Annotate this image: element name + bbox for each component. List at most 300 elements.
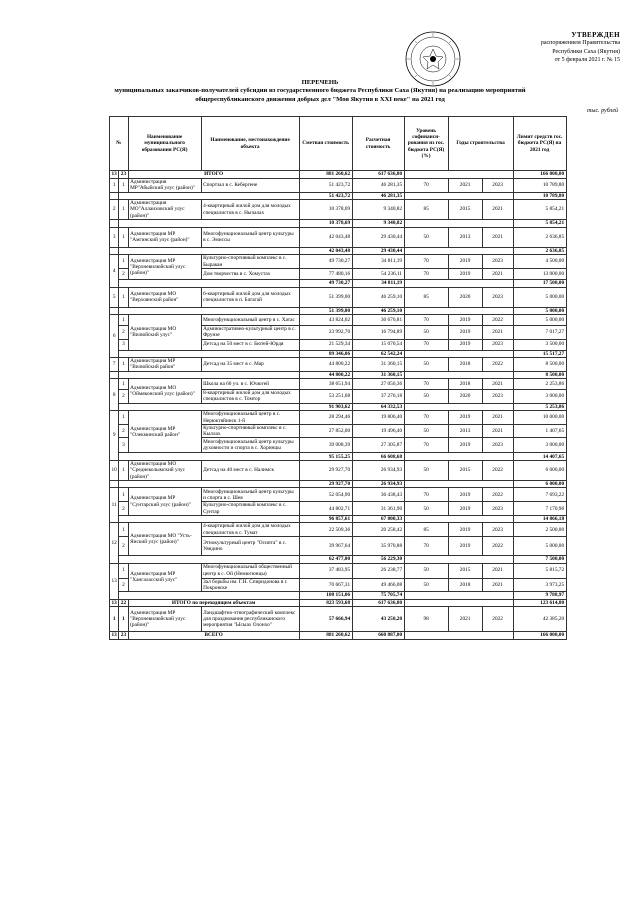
calculated-cost: 66 608,68 — [352, 453, 404, 461]
budget-limit: 42 385,20 — [513, 607, 566, 632]
calculated-cost: 30 676,81 — [352, 315, 404, 326]
estimated-cost: 10 378,69 — [299, 220, 352, 228]
cofinancing-percent: 50 — [404, 502, 448, 516]
units-note: тыс. рублей — [587, 108, 618, 114]
cofinancing-percent: 50 — [404, 326, 448, 340]
row-subnumber: 1 — [119, 460, 128, 480]
calculated-cost: 56 229,30 — [352, 556, 404, 564]
estimated-cost: 95 155,25 — [299, 453, 352, 461]
estimated-cost: 38 651,94 — [299, 379, 352, 390]
row-number: 3 — [110, 227, 119, 247]
estimated-cost: 39 967,64 — [299, 537, 352, 556]
calculated-cost: 29 430,44 — [352, 227, 404, 247]
cofinancing-percent: 70 — [404, 269, 448, 280]
municipality-name: Администрация МР "Верхневилюйский улус (район)" — [128, 607, 201, 632]
empty-cell — [119, 192, 299, 200]
empty-cell — [110, 371, 119, 379]
calculated-cost: 617 636,80 — [352, 171, 404, 179]
cofinancing-percent: 70 — [404, 488, 448, 502]
empty-cell — [404, 453, 513, 461]
empty-cell — [404, 556, 513, 564]
object-name: 8-квартирный жилой дом для молодых специалистов в с. Томтор — [201, 390, 299, 404]
budget-limit: 13 000,00 — [513, 269, 566, 280]
year-start: 2019 — [448, 523, 482, 537]
object-name: Многофункциональный центр культуры в с. Эмиссы — [201, 227, 299, 247]
cofinancing-percent: 85 — [404, 287, 448, 307]
calculated-cost: 27 305,87 — [352, 438, 404, 453]
cofinancing-percent: 70 — [404, 537, 448, 556]
empty-cell — [404, 515, 513, 523]
row-subnumber: 2 — [119, 424, 128, 438]
empty-cell — [404, 480, 513, 488]
table-row — [110, 488, 567, 502]
estimated-cost: 49 730,27 — [299, 255, 352, 269]
empty-cell — [404, 192, 513, 200]
cofinancing-percent: 50 — [404, 563, 448, 578]
subtotal-row — [110, 280, 567, 288]
estimated-cost: 51 399,00 — [299, 287, 352, 307]
cofinancing-percent: 70 — [404, 178, 448, 192]
cofinancing-percent: 98 — [404, 607, 448, 632]
budget-limit: 3 000,00 — [513, 438, 566, 453]
budget-limit: 8 500,00 — [513, 371, 566, 379]
year-end: 2021 — [482, 200, 513, 220]
estimated-cost: 43 824,02 — [299, 315, 352, 326]
budget-limit: 15 517,27 — [513, 350, 566, 358]
year-start: 2019 — [448, 339, 482, 350]
estimated-cost: 21 529,34 — [299, 339, 352, 350]
calculated-cost: 75 705,74 — [352, 592, 404, 600]
object-name: Спортзал в с. Кебергене — [201, 178, 299, 192]
row-number: 6 — [110, 315, 119, 358]
budget-limit: 7 693,22 — [513, 488, 566, 502]
calculated-cost: 46 259,10 — [352, 287, 404, 307]
municipality-name: Администрация МО "Среднеколымский улус (район)" — [128, 460, 201, 480]
cofinancing-percent: 50 — [404, 578, 448, 592]
row-number: 13 — [110, 563, 119, 599]
year-start: 2021 — [448, 178, 482, 192]
objects-table — [109, 116, 567, 640]
year-start: 2019 — [448, 411, 482, 425]
object-name: Многофункциональный центр культуры духовности и спорта в с. Хоринцы — [201, 438, 299, 453]
subtotal-row — [110, 515, 567, 523]
year-start: 2020 — [448, 390, 482, 404]
budget-limit: 9 788,97 — [513, 592, 566, 600]
calculated-cost: 31 360,15 — [352, 371, 404, 379]
empty-cell — [119, 556, 299, 564]
header-cell: Лимит средств гос. бюджета РС(Я) на 2021 год — [513, 117, 566, 171]
estimated-cost: 29 927,70 — [299, 460, 352, 480]
municipality-name: Администрация МР "Верхневилюйский улус (район)" — [128, 255, 201, 280]
budget-limit: 10 789,80 — [513, 192, 566, 200]
budget-limit: 5 854,21 — [513, 220, 566, 228]
budget-limit: 5 000,00 — [513, 307, 566, 315]
calculated-cost: 15 070,54 — [352, 339, 404, 350]
year-start: 2018 — [448, 358, 482, 372]
estimated-cost: 42 043,48 — [299, 227, 352, 247]
empty-cell — [119, 403, 299, 411]
budget-limit: 5 000,00 — [513, 537, 566, 556]
object-name: 6-квартирный жилой дом для молодых специалистов в п. Батагай — [201, 287, 299, 307]
budget-limit: 7 500,00 — [513, 556, 566, 564]
empty-cell — [119, 220, 299, 228]
budget-limit: 6 000,00 — [513, 480, 566, 488]
cofinancing-percent: 50 — [404, 390, 448, 404]
row-number: 1 — [110, 178, 119, 192]
subtotal-row — [110, 307, 567, 315]
budget-limit: 14 866,18 — [513, 515, 566, 523]
row-subnumber: 1 — [119, 607, 128, 632]
empty-cell — [119, 515, 299, 523]
header-cell: Сметная стоимость — [299, 117, 352, 171]
approval-title: УТВЕРЖДЕН — [571, 31, 620, 39]
calculated-cost: 9 340,82 — [352, 220, 404, 228]
year-end: 2022 — [482, 358, 513, 372]
object-name: Многофункциональный центр культуры и спорта в с. Шея — [201, 488, 299, 502]
year-end: 2023 — [482, 339, 513, 350]
year-end: 2023 — [482, 178, 513, 192]
estimated-cost: 823 593,68 — [299, 599, 352, 607]
row-number: 5 — [110, 287, 119, 307]
object-name: Детсад на 50 мест в с. Бютей-Юрдя — [201, 339, 299, 350]
empty-cell — [119, 307, 299, 315]
title-line: муниципальных заказчиков-получателей субсидии из государственного бюджета Республики Саха (Якутия) на реализацию мероприятий — [114, 87, 526, 95]
empty-cell — [110, 247, 119, 255]
year-start: 2019 — [448, 269, 482, 280]
cofinancing-percent: 50 — [404, 424, 448, 438]
estimated-cost: 91 903,62 — [299, 403, 352, 411]
table-row — [110, 523, 567, 537]
table-row — [110, 358, 567, 372]
estimated-cost: 44 800,22 — [299, 371, 352, 379]
calculated-cost: 37 276,18 — [352, 390, 404, 404]
budget-limit: 14 407,65 — [513, 453, 566, 461]
estimated-cost: 37 483,95 — [299, 563, 352, 578]
empty-cell — [110, 480, 119, 488]
year-start: 2021 — [448, 607, 482, 632]
total-row — [110, 599, 567, 607]
budget-limit: 4 500,00 — [513, 255, 566, 269]
year-start: 2019 — [448, 438, 482, 453]
estimated-cost: 22 509,36 — [299, 523, 352, 537]
row-subnumber: 1 — [119, 178, 128, 192]
header-cell: Наименование муниципального образования РС(Я) — [128, 117, 201, 171]
year-end: 2023 — [482, 390, 513, 404]
municipality-name: Администрация МО "Верхоянский район" — [128, 287, 201, 307]
budget-limit: 5 000,00 — [513, 315, 566, 326]
municipality-name: Администрация МР "Сунтарский улус (район)" — [128, 488, 201, 516]
year-end: 2023 — [482, 287, 513, 307]
estimated-cost: 108 151,06 — [299, 592, 352, 600]
empty-cell — [119, 480, 299, 488]
calculated-cost: 16 794,89 — [352, 326, 404, 340]
calculated-cost: 26 934,93 — [352, 480, 404, 488]
empty-cell — [404, 599, 513, 607]
empty-cell — [119, 592, 299, 600]
year-start: 2018 — [448, 379, 482, 390]
table-row — [110, 227, 567, 247]
budget-limit: 17 500,00 — [513, 280, 566, 288]
row-subnumber: 1 — [119, 523, 128, 537]
table-row — [110, 563, 567, 578]
budget-limit: 7 017,27 — [513, 326, 566, 340]
year-start: 2019 — [448, 315, 482, 326]
empty-cell — [404, 280, 513, 288]
budget-limit: 7 170,96 — [513, 502, 566, 516]
total-label: ВСЕГО — [128, 632, 299, 640]
year-end: 2022 — [482, 607, 513, 632]
row-subnumber: 3 — [119, 339, 128, 350]
calculated-cost: 19 496,40 — [352, 424, 404, 438]
row-subnumber: 2 — [119, 390, 128, 404]
row-subnumber: 2 — [119, 537, 128, 556]
empty-cell — [404, 350, 513, 358]
approval-line: Республики Саха (Якутия) — [552, 48, 620, 55]
table-row — [110, 315, 567, 326]
total-row — [110, 632, 567, 640]
approval-line: от 5 февраля 2021 г. № 15 — [554, 57, 620, 64]
municipality-name: Администрация МР "Вилюйский район" — [128, 358, 201, 372]
cofinancing-percent: 50 — [404, 227, 448, 247]
cofinancing-percent: 70 — [404, 315, 448, 326]
object-name: Культурно-спортивный комплекс в с. Быракан — [201, 255, 299, 269]
object-name: Административно-культурный центр в с. Фрунзе — [201, 326, 299, 340]
estimated-cost: 57 666,94 — [299, 607, 352, 632]
budget-limit: 5 815,72 — [513, 563, 566, 578]
estimated-cost: 28 294,46 — [299, 411, 352, 425]
estimated-cost: 23 992,70 — [299, 326, 352, 340]
calculated-cost: 54 236,11 — [352, 269, 404, 280]
estimated-cost: 44 800,22 — [299, 358, 352, 372]
budget-limit: 2 253,86 — [513, 379, 566, 390]
calculated-cost: 27 056,36 — [352, 379, 404, 390]
calculated-cost: 31 361,90 — [352, 502, 404, 516]
empty-cell — [119, 247, 299, 255]
year-end: 2021 — [482, 379, 513, 390]
approval-block — [470, 31, 620, 65]
calculated-cost: 20 258,42 — [352, 523, 404, 537]
year-end: 2023 — [482, 523, 513, 537]
municipality-name: Администрация МО "Оймяконский улус (район)" — [128, 379, 201, 404]
estimated-cost: 39 008,39 — [299, 438, 352, 453]
estimated-cost: 77 480,16 — [299, 269, 352, 280]
subtotal-row — [110, 480, 567, 488]
year-end: 2023 — [482, 502, 513, 516]
subtotal-row — [110, 350, 567, 358]
year-end: 2021 — [482, 563, 513, 578]
budget-limit: 1 407,65 — [513, 424, 566, 438]
budget-limit: 166 000,00 — [513, 632, 566, 640]
budget-limit: 2 636,85 — [513, 247, 566, 255]
row-subnumber: 1 — [119, 315, 128, 326]
municipality-name: Администрация МР "Амгинский улус (район)" — [128, 227, 201, 247]
year-start: 2013 — [448, 227, 482, 247]
budget-limit: 10 789,80 — [513, 178, 566, 192]
row-subnumber: 1 — [119, 411, 128, 425]
row-count: 23 — [120, 171, 127, 178]
year-start: 2019 — [448, 326, 482, 340]
table-row — [110, 411, 567, 425]
row-subnumber: 1 — [119, 200, 128, 220]
calculated-cost: 26 238,77 — [352, 563, 404, 578]
table-row — [110, 178, 567, 192]
table-row — [110, 255, 567, 269]
row-subnumber: 1 — [119, 255, 128, 269]
object-name: Детсад на 40 мест в с. Налимск — [201, 460, 299, 480]
year-end: 2022 — [482, 315, 513, 326]
calculated-cost: 9 340,82 — [352, 200, 404, 220]
empty-cell — [110, 220, 119, 228]
year-start: 2019 — [448, 537, 482, 556]
calculated-cost: 660 887,00 — [352, 632, 404, 640]
estimated-cost: 96 857,61 — [299, 515, 352, 523]
object-name: Зал борьбы им. Г.Н. Спиридонова в г. Покровске — [201, 578, 299, 592]
empty-cell — [404, 220, 513, 228]
year-end: 2023 — [482, 255, 513, 269]
empty-cell — [404, 247, 513, 255]
calculated-cost: 36 438,43 — [352, 488, 404, 502]
calculated-cost: 49 466,08 — [352, 578, 404, 592]
estimated-cost: 42 043,48 — [299, 247, 352, 255]
year-start: 2015 — [448, 200, 482, 220]
object-name: 4-квартирный жилой дом для молодых специалистов в с. Тумат — [201, 523, 299, 537]
estimated-cost: 62 477,00 — [299, 556, 352, 564]
year-end: 2021 — [482, 326, 513, 340]
estimated-cost: 881 260,62 — [299, 171, 352, 179]
empty-cell — [119, 453, 299, 461]
subtotal-row — [110, 220, 567, 228]
municipality-name: Администрация МО"Аллаиховский улус (район)" — [128, 200, 201, 220]
object-name: 4-квартирный жилой дом для молодых специалистов в с. Нычалах — [201, 200, 299, 220]
object-name: Школа на 60 уч. в с. Ючюгей — [201, 379, 299, 390]
calculated-cost: 67 800,33 — [352, 515, 404, 523]
budget-limit: 2 500,00 — [513, 523, 566, 537]
empty-cell — [404, 403, 513, 411]
calculated-cost: 34 811,19 — [352, 280, 404, 288]
cofinancing-percent: 70 — [404, 255, 448, 269]
year-end: 2021 — [482, 269, 513, 280]
cofinancing-percent: 70 — [404, 339, 448, 350]
cofinancing-percent: 85 — [404, 523, 448, 537]
budget-limit: 3 973,25 — [513, 578, 566, 592]
subtotal-row — [110, 371, 567, 379]
calculated-cost: 35 970,88 — [352, 537, 404, 556]
row-subnumber: 2 — [119, 326, 128, 340]
year-end: 2022 — [482, 460, 513, 480]
row-number: 13 — [111, 171, 117, 178]
table-row — [110, 379, 567, 390]
year-end: 2021 — [482, 424, 513, 438]
estimated-cost: 51 423,72 — [299, 178, 352, 192]
total-label: ИТОГО — [128, 171, 299, 179]
object-name: Дом творчества в с. Хомустах — [201, 269, 299, 280]
budget-limit: 5 253,86 — [513, 403, 566, 411]
row-subnumber: 1 — [119, 287, 128, 307]
subtotal-row — [110, 556, 567, 564]
empty-cell — [404, 307, 513, 315]
title-heading: ПЕРЕЧЕНЬ — [301, 79, 339, 86]
empty-cell — [110, 192, 119, 200]
header-cell: Наименование, местонахождение объекта — [201, 117, 299, 171]
empty-cell — [404, 632, 513, 640]
row-number: 8 — [110, 379, 119, 411]
row-number: 11 — [110, 488, 119, 523]
estimated-cost: 53 251,68 — [299, 390, 352, 404]
year-end: 2021 — [482, 411, 513, 425]
row-subnumber: 1 — [119, 488, 128, 502]
calculated-cost: 19 806,40 — [352, 411, 404, 425]
row-number: 7 — [110, 358, 119, 372]
object-name: Ландшафтно-этнографический комплекс для празднования республиканского мероприятия "Ысыах Олонхо" — [201, 607, 299, 632]
year-start: 2019 — [448, 488, 482, 502]
estimated-cost: 51 423,72 — [299, 192, 352, 200]
empty-cell — [119, 280, 299, 288]
calculated-cost: 46 259,10 — [352, 307, 404, 315]
year-start: 2013 — [448, 424, 482, 438]
row-subnumber: 3 — [119, 438, 128, 453]
calculated-cost: 29 430,44 — [352, 247, 404, 255]
subtotal-row — [110, 592, 567, 600]
subtotal-row — [110, 247, 567, 255]
year-start: 2018 — [448, 578, 482, 592]
year-end: 2022 — [482, 488, 513, 502]
cofinancing-percent: 70 — [404, 438, 448, 453]
budget-limit: 3 500,00 — [513, 339, 566, 350]
row-number: 1 — [110, 607, 119, 632]
subtotal-row — [110, 192, 567, 200]
cofinancing-percent: 50 — [404, 460, 448, 480]
calculated-cost: 62 542,24 — [352, 350, 404, 358]
budget-limit: 123 614,80 — [513, 599, 566, 607]
row-subnumber: 1 — [119, 379, 128, 390]
row-number: 12 — [110, 523, 119, 563]
year-end: 2022 — [482, 537, 513, 556]
estimated-cost: 27 852,00 — [299, 424, 352, 438]
row-number: 13 — [111, 599, 117, 606]
budget-limit: 5 854,21 — [513, 200, 566, 220]
row-count: 22 — [120, 599, 127, 606]
row-subnumber: 2 — [119, 578, 128, 592]
row-subnumber: 2 — [119, 502, 128, 516]
cofinancing-percent: 50 — [404, 358, 448, 372]
municipality-name: Администрация МР "Олекминский район" — [128, 411, 201, 453]
cofinancing-percent: 85 — [404, 200, 448, 220]
row-number: 13 — [111, 632, 117, 639]
budget-limit: 6 000,00 — [513, 460, 566, 480]
municipality-name: Администрация МО "Вилюйский улус" — [128, 315, 201, 351]
budget-limit: 166 000,00 — [513, 171, 566, 179]
estimated-cost: 52 054,90 — [299, 488, 352, 502]
year-end: 2021 — [482, 227, 513, 247]
estimated-cost: 881 260,62 — [299, 632, 352, 640]
empty-cell — [119, 350, 299, 358]
calculated-cost: 31 360,15 — [352, 358, 404, 372]
object-name: Многофункциональный центр в с. Нерюктяйинск 1-й — [201, 411, 299, 425]
year-start: 2015 — [448, 460, 482, 480]
budget-limit: 8 500,00 — [513, 358, 566, 372]
municipality-name: Администрация МО "Усть-Янский улус (район)" — [128, 523, 201, 556]
header-cell: Годы строительства — [448, 117, 513, 171]
year-start: 2019 — [448, 502, 482, 516]
subtotal-row — [110, 403, 567, 411]
empty-cell — [119, 371, 299, 379]
budget-limit: 2 636,85 — [513, 227, 566, 247]
row-subnumber: 1 — [119, 563, 128, 578]
calculated-cost: 46 281,35 — [352, 178, 404, 192]
calculated-cost: 26 934,93 — [352, 460, 404, 480]
estimated-cost: 10 378,69 — [299, 200, 352, 220]
year-start: 2019 — [448, 255, 482, 269]
